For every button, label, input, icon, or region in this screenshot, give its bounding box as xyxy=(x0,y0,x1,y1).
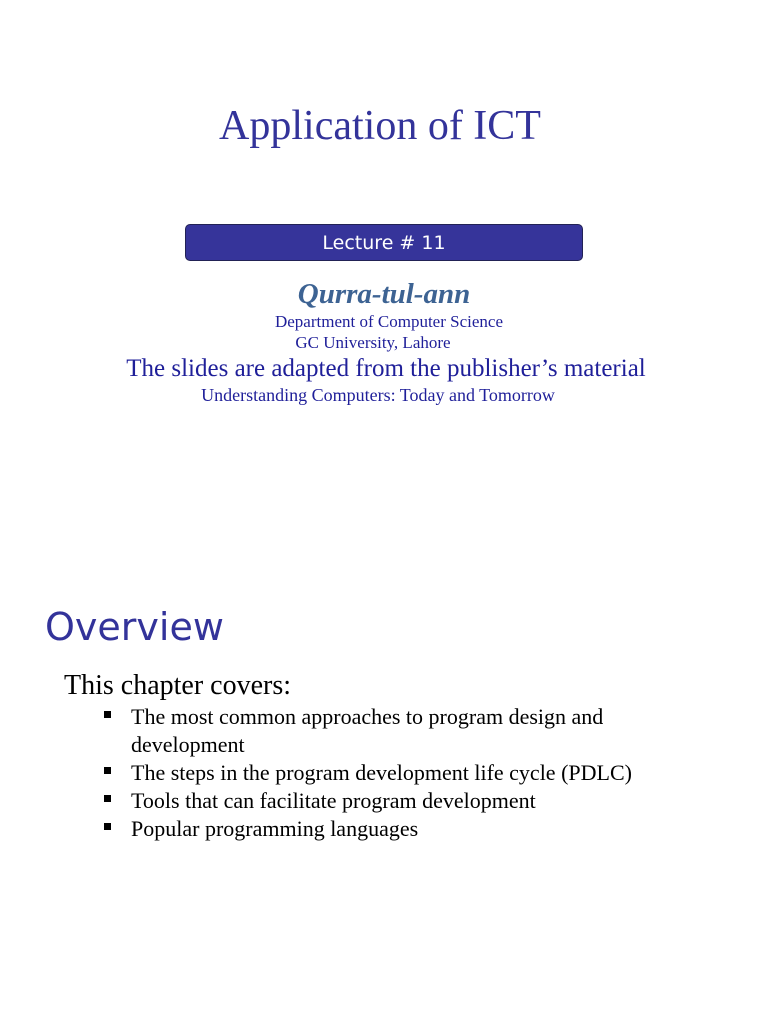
list-item-text: Popular programming languages xyxy=(131,816,419,841)
square-bullet-icon xyxy=(104,795,111,802)
author-name: Qurra-tul-ann xyxy=(297,278,471,310)
list-item xyxy=(101,787,701,815)
book-title: Understanding Computers: Today and Tomorrow xyxy=(201,385,555,405)
lecture-number-banner xyxy=(185,224,583,261)
university-text: GC University, Lahore xyxy=(295,333,451,352)
square-bullet-icon xyxy=(104,823,111,830)
list-item-text: The most common approaches to program design and development xyxy=(131,704,604,757)
chapter-intro: This chapter covers: xyxy=(64,670,292,701)
adapted-note: The slides are adapted from the publisher’s material xyxy=(126,355,646,382)
list-item xyxy=(101,815,701,843)
lecture-number-label: Lecture # 11 xyxy=(322,231,446,254)
department-text: Department of Computer Science xyxy=(274,312,503,331)
list-item xyxy=(101,759,701,787)
overview-heading: Overview xyxy=(45,605,224,649)
list-item xyxy=(101,703,701,759)
slide-title: Application of ICT xyxy=(219,103,541,149)
topic-list xyxy=(101,703,701,843)
square-bullet-icon xyxy=(104,767,111,774)
list-item-text: The steps in the program development life cycle (PDLC) xyxy=(131,760,632,785)
list-item-text: Tools that can facilitate program development xyxy=(131,788,536,813)
square-bullet-icon xyxy=(104,711,111,718)
